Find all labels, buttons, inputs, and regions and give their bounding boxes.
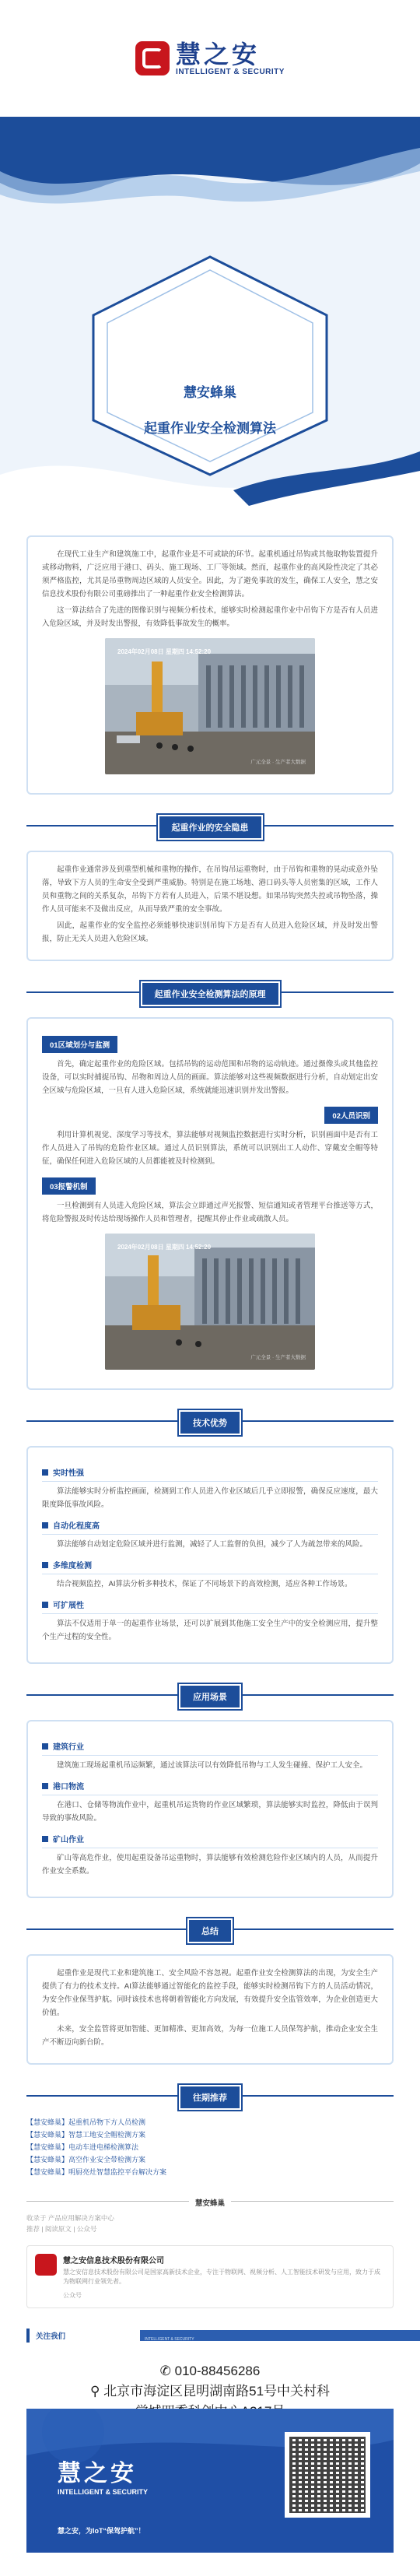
section-title-hazards: 起重作业的安全隐患 xyxy=(26,815,394,837)
section-title-principle: 起重作业安全检测算法的原理 xyxy=(26,981,394,1003)
scene-item: 港口物流 在港口、仓储等物流作业中，起重机吊运货物的作业区域繁琐，算法能够实时监控，降低由于误判导致的事故风险。 xyxy=(42,1780,378,1825)
section-title-advantages: 技术优势 xyxy=(26,1410,394,1432)
photo-timestamp: 2024年02月08日 星期四 14:52:20 xyxy=(117,648,212,655)
action-line[interactable]: 推荐 | 阅读原文 | 公众号 xyxy=(26,2225,97,2233)
account-name: 慧之安信息技术股份有限公司 xyxy=(63,2257,164,2265)
hero-subtitle: 起重作业安全检测算法 xyxy=(144,421,276,436)
photo-timestamp-2: 2024年02月08日 星期四 14:52:20 xyxy=(117,1244,212,1251)
brand-name-cn: 慧之安 xyxy=(176,40,261,68)
collection-line[interactable]: 收录于 产品应用解决方案中心 xyxy=(26,2214,114,2222)
hazards-text-2: 因此，起重作业的安全监控必须能够快速识别吊钩下方是否有人员进入危险区域，并及时发出警报，防止无关人员进入危险区域。 xyxy=(42,921,378,943)
account-desc: 慧之安信息技术股份有限公司是国家高新技术企业，专注于物联网、视频分析、人工智能技术研发与应用，致力于成为物联网行业领先者。 xyxy=(63,2269,380,2285)
past-link[interactable]: 【慧安蜂巢】电动车进电梯检测算法 xyxy=(26,2143,139,2151)
section-title-summary: 总结 xyxy=(26,1918,394,1940)
principle-03-text: 一旦检测到有人员进入危险区域，算法会立即通过声光报警、短信通知或者管理平台推送等方式，将危险警报及时传达给现场操作人员和管理者，提醒其停止作业或疏散人员。 xyxy=(42,1202,378,1223)
advantage-item: 自动化程度高 算法能够自动划定危险区域并进行监测，减轻了人工监督的负担，减少了人为疏忽带来的风险。 xyxy=(42,1519,378,1551)
hero-banner xyxy=(0,117,420,521)
footer-banner xyxy=(26,2409,394,2553)
scene-item: 建筑行业 建筑施工现场起重机吊运频繁，通过该算法可以有效降低吊物与工人发生碰撞、保护工人安全。 xyxy=(42,1740,378,1772)
past-link[interactable]: 【慧安蜂巢】起重机吊物下方人员检测 xyxy=(26,2118,146,2126)
follow-us-label: 关注我们 xyxy=(26,2329,72,2343)
banner-logo: 慧之安 INTELLIGENT & SECURITY xyxy=(58,2461,149,2496)
intro-paragraph-2: 这一算法结合了先进的图像识别与视频分析技术，能够实时检测起重作业中吊钩下方是否有人员进入危险区域，并及时发出警报，有效降低事故发生的概率。 xyxy=(42,606,378,628)
header xyxy=(0,0,420,117)
summary-text: 起重作业是现代工业和建筑施工、安全风险不容忽视。起重作业安全检测算法的出现，为安全生产提供了有力的技术支持。AI算法能够通过智能化的监控手段，能够实时检测吊钩下方的人员活动情况，为安全作业保驾护航。同时该技术也将朝着智能化方向发展，有效提升安全监管效率，为企业创造更大价值。 xyxy=(42,1969,378,2017)
photo-watermark-2: 广元全景 · 生产者大数据 xyxy=(250,1355,306,1360)
wave-decoration-bottom xyxy=(0,428,420,521)
hero-title: 慧安蜂巢 xyxy=(184,385,236,400)
location-icon: ⚲ xyxy=(89,2384,104,2399)
footer-divider: 慧安蜂巢 xyxy=(0,2195,420,2206)
advantages-panel xyxy=(26,1446,394,1664)
summary-text-2: 未来，安全监管将更加智能、更加精准、更加高效，为每一位施工人员保驾护航，推动企业安全生产不断迈向新台阶。 xyxy=(42,2025,378,2047)
past-link[interactable]: 【慧安蜂巢】智慧工地安全帽检测方案 xyxy=(26,2131,146,2139)
article-meta xyxy=(0,2206,420,2241)
brand-logo xyxy=(135,41,285,76)
crane-site-photo xyxy=(105,638,315,774)
contact-band-text: INTELLIGENT & SECURITY xyxy=(145,2337,194,2342)
section-title-past: 往期推荐 xyxy=(26,2085,394,2107)
qr-code-icon[interactable] xyxy=(285,2432,370,2518)
account-avatar xyxy=(35,2254,57,2276)
past-link[interactable]: 【慧安蜂巢】高空作业安全带检测方案 xyxy=(26,2156,146,2164)
advantage-item: 可扩展性 算法不仅适用于单一的起重作业场景，还可以扩展到其他施工安全生产中的安全检测应用，提升整个生产过程的安全性。 xyxy=(42,1599,378,1644)
principle-panel xyxy=(26,1017,394,1390)
principle-02-heading: 02人员识别 xyxy=(324,1107,378,1124)
hazards-text: 起重作业通常涉及到重型机械和重物的操作，在吊钩吊运重物时，由于吊钩和重物的晃动或意外坠落，导致下方人员的生命安全受到严重威胁。特别是在施工场地、港口码头等人员密集的区域，工作人员和重物之间的关系复杂，吊钩下方若有人员进入，后果不堪设想。如果吊钩突然失控或吊物坠落，操作人员可能来不及做出反应，从而导致严重的安全事故。 xyxy=(42,865,378,914)
phone-icon: ✆ xyxy=(159,2364,175,2378)
contact-header xyxy=(0,2329,420,2352)
scenes-panel xyxy=(26,1720,394,1898)
intro-panel xyxy=(26,535,394,795)
principle-03-heading: 03报警机制 xyxy=(42,1177,96,1195)
hazards-panel xyxy=(26,851,394,961)
shield-logo-icon xyxy=(135,41,170,75)
banner-slogan: 慧之安，为IoT“保驾护航”！ xyxy=(58,2527,145,2535)
address-line-1: 北京市海淀区昆明湖南路51号中关村科 xyxy=(103,2384,331,2399)
photo-watermark: 广元全景 · 生产者大数据 xyxy=(250,760,306,765)
past-link[interactable]: 【慧安蜂巢】明厨亮灶智慧监控平台解决方案 xyxy=(26,2168,167,2176)
scene-item: 矿山作业 矿山等高危作业，使用起重设备吊运重物时，算法能够有效检测危险作业区域内的人员，从而提升作业安全系数。 xyxy=(42,1833,378,1878)
summary-panel xyxy=(26,1954,394,2065)
advantage-item: 实时性强 算法能够实时分析监控画面，检测到工作人员进入作业区域后几乎立即报警，确保反应速度，最大限度降低事故风险。 xyxy=(42,1466,378,1511)
principle-02-text: 利用计算机视觉、深度学习等技术，算法能够对视频监控数据进行实时分析，识别画面中是否有工作人员进入了吊钩的危险作业区域。通过人员识别算法，系统可以识别出工人动作、穿戴安全帽等特征，确保任何进入危险区域的人员都能被及时检测到。 xyxy=(42,1131,378,1166)
account-type: 公众号 xyxy=(63,2292,82,2299)
account-card[interactable] xyxy=(26,2245,394,2308)
phone-number: 010-88456286 xyxy=(174,2364,261,2378)
principle-01-text: 首先，确定起重作业的危险区域。包括吊钩的运动范围和吊物的运动轨迹。通过摄像头或其他监控设备，可以实时捕捉吊钩、吊物和周边人员的画面。算法能够对这些视频数据进行分析，自动划定出安全区域与危险区域，一旦有人进入危险区域，系统就能迅速识别并发出警报。 xyxy=(42,1060,378,1095)
brand-name-en: INTELLIGENT & SECURITY xyxy=(176,67,285,76)
crane-site-photo-2 xyxy=(105,1234,315,1370)
past-links-list xyxy=(26,2116,394,2178)
intro-paragraph-1: 在现代工业生产和建筑施工中，起重作业是不可或缺的环节。起重机通过吊钩或其他取物装置提升或移动物料，广泛应用于港口、码头、施工现场、工厂等领域。然而，起重作业的高风险性决定了其必须严格监控，尤其是吊重物周边区域的人员安全。因此，为了避免事故的发生，确保工人安全，慧之安信息技术股份有限公司重磅推出了一种起重作业安全检测算法。 xyxy=(42,550,378,598)
wave-decoration-top xyxy=(0,117,420,226)
principle-01-heading: 01区域划分与监测 xyxy=(42,1036,117,1053)
section-title-scenes: 应用场景 xyxy=(26,1684,394,1706)
advantage-item: 多维度检测 结合视频监控，AI算法分析多种技术，保证了不同场景下的高效检测，适应各种工作场景。 xyxy=(42,1559,378,1591)
